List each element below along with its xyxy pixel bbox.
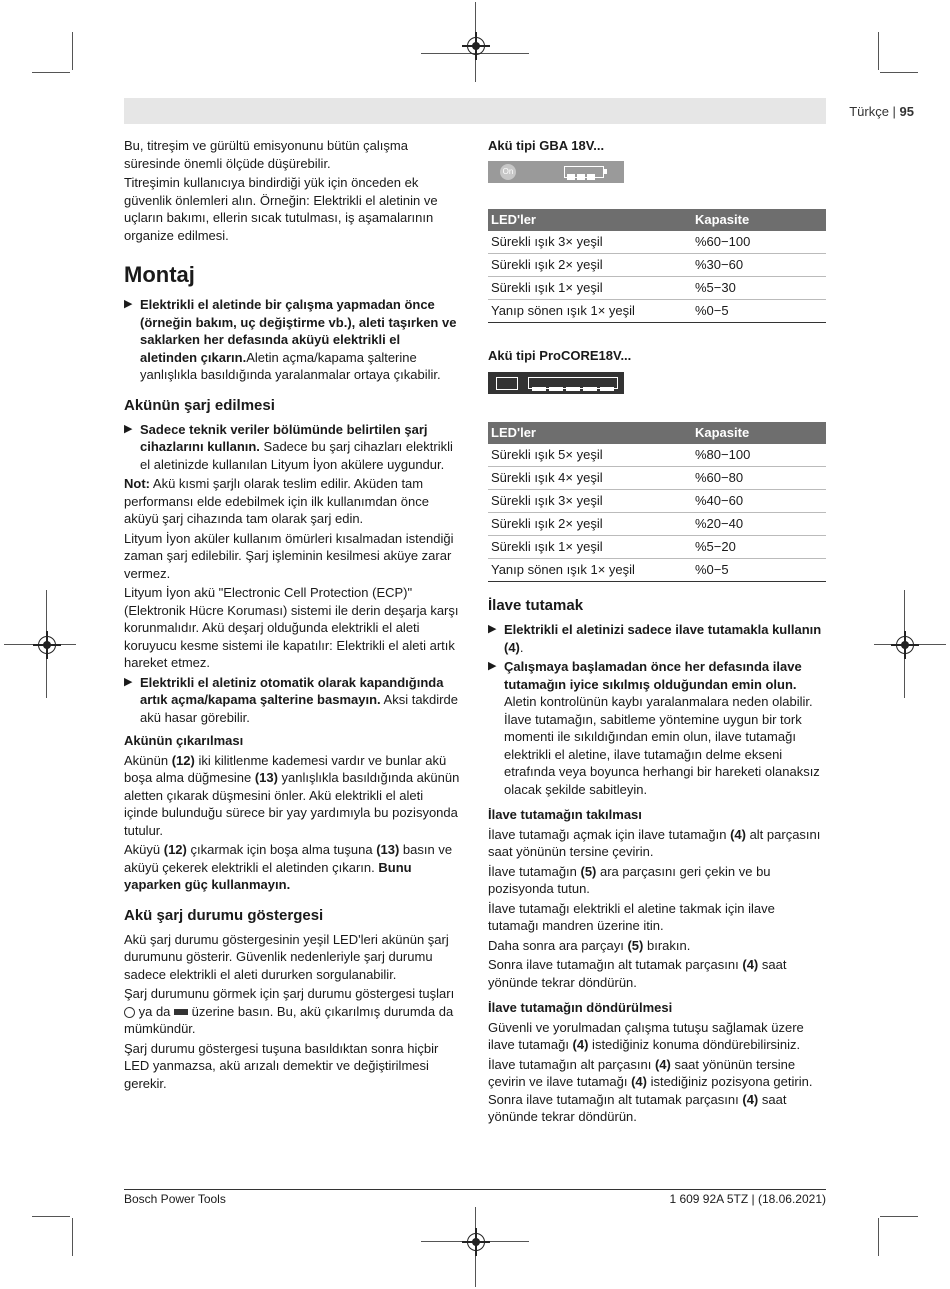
bullet-text: Aletin kontrolünün kaybı yaralanmalara neden olabilir. İlave tutamağın, sabitleme yöntemine uygun bir tork momenti ile sıkıldığından emin olun, ilave tutamağı elektrikli el aletine, ilave tutamağın delme ekseni etrafında veya boyunca herhangi bir hareketi olanaksız olacak şekilde sabitleyin. — [504, 694, 820, 797]
table-cell: %80−100 — [692, 444, 826, 467]
table-row — [488, 467, 826, 490]
column-header: Kapasite — [692, 209, 826, 231]
bullet-triangle-icon: ▶ — [124, 298, 133, 310]
table-cell: Sürekli ışık 2× yeşil — [488, 253, 692, 276]
header-band — [124, 98, 826, 124]
reference-number: (4) — [572, 1037, 589, 1052]
reference-number: (4) — [742, 957, 759, 972]
led-bar-icon — [528, 377, 618, 389]
procore-battery-indicator-illustration — [488, 372, 624, 394]
reference-number: (12) — [163, 842, 187, 857]
text: Aküyü — [124, 842, 164, 857]
table-cell: Sürekli ışık 4× yeşil — [488, 467, 692, 490]
subheading-mounting: İlave tutamağın takılması — [488, 807, 642, 822]
crop-mark — [32, 72, 70, 73]
right-column — [488, 137, 826, 1128]
table-cell: %0−5 — [692, 559, 826, 582]
reference-number: (4) — [730, 826, 746, 842]
table-row — [488, 299, 826, 322]
gba-battery-indicator-illustration — [488, 161, 624, 183]
bullet-triangle-icon: ▶ — [488, 623, 497, 635]
crop-mark — [880, 1216, 918, 1217]
table-header-row — [488, 209, 826, 231]
table-cell: Sürekli ışık 5× yeşil — [488, 444, 692, 467]
text: Akünün — [124, 752, 172, 768]
text: İlave tutamağı açmak için ilave tutamağın — [488, 826, 731, 842]
crop-mark — [878, 32, 879, 70]
crop-mark — [72, 32, 73, 70]
bullet-bold-text: Çalışmaya başlamadan önce her defasında ilave tutamağın iyice sıkılmış olduğundan emin olun. — [504, 659, 802, 692]
paragraph: Akü şarj durumu göstergesinin yeşil LED'leri akünün şarj durumunu gösterir. Güvenlik nedenleriyle şarj durumu sadece elektrikli el aleti dururken sorgulanabilir. — [124, 931, 449, 982]
gba-capacity-table — [488, 209, 826, 323]
text: İlave tutamağın — [488, 863, 581, 879]
registration-mark-icon — [896, 636, 914, 654]
paragraph: Bu, titreşim ve gürültü emisyonunu bütün çalışma süresinde önemli ölçüde düşürebilir. — [124, 138, 408, 171]
header-language: Türkçe — [849, 104, 889, 119]
text: yanlışlıkla basıldığında akünün aletten çıkarak düşmesini önler. Akü elektrikli el aleti içinde bulunduğu sürece bir yay yardımıyla bu pozisyonda tutulur. — [124, 770, 460, 838]
column-header: LED'ler — [488, 422, 692, 444]
battery-icon — [564, 166, 604, 178]
paragraph — [488, 937, 826, 955]
warning-bullet — [488, 658, 826, 798]
footer-rule — [124, 1189, 826, 1190]
bullet-bold-text: Elektrikli el aletinde bir çalışma yapmadan önce (örneğin bakım, uç değiştirme vb.), aleti taşırken ve saklarken her defasında aküyü elektrikli el aletinden çıkarın. — [140, 297, 457, 365]
section-heading-indicator: Akü şarj durumu göstergesi — [124, 906, 324, 924]
text: basın ve aküyü çekerek elektrikli el aletinden çıkarın. — [124, 842, 453, 875]
battery-icon — [496, 377, 518, 390]
text: Daha sonra ara parçayı — [488, 937, 628, 953]
on-button-icon — [124, 1007, 135, 1018]
procore-capacity-table — [488, 422, 826, 582]
battery-icon — [174, 1009, 188, 1015]
table-cell: %60−80 — [692, 467, 826, 490]
procore-battery-title: Akü tipi ProCORE18V... — [488, 347, 632, 363]
table-header-row — [488, 422, 826, 444]
text: Şarj durumunu görmek için şarj durumu göstergesi tuşları — [124, 986, 455, 1001]
table-cell: Sürekli ışık 1× yeşil — [488, 276, 692, 299]
gba-battery-title: Akü tipi GBA 18V... — [488, 138, 605, 153]
bullet-triangle-icon: ▶ — [488, 660, 497, 672]
paragraph: Şarj durumu göstergesi tuşuna basıldıktan sonra hiçbir LED yanmazsa, akü arızalı demektir ve değiştirilmesi gerekir. — [124, 1040, 439, 1091]
text: Sonra ilave tutamağın alt tutamak parçasını — [488, 957, 743, 972]
bullet-bold-text: Sadece teknik veriler bölümünde belirtilen şarj cihazlarını kullanın. — [140, 421, 428, 454]
registration-mark-icon — [467, 1233, 485, 1251]
text: üzerine basın. Bu, akü çıkarılmış durumda da mümkündür. — [124, 1003, 454, 1036]
reference-number: (12) — [171, 752, 195, 768]
warning-bullet — [124, 421, 460, 474]
table-cell: Sürekli ışık 3× yeşil — [488, 490, 692, 513]
crop-mark — [880, 72, 918, 73]
note-paragraph — [124, 475, 460, 528]
reference-number: (4) — [654, 1056, 671, 1072]
reference-number: (13) — [376, 842, 400, 857]
paragraph — [488, 863, 826, 898]
paragraph — [488, 826, 826, 861]
paragraph — [488, 1056, 826, 1126]
table-cell: %30−60 — [692, 253, 826, 276]
crop-mark — [72, 1218, 73, 1256]
text: bırakın. — [643, 937, 691, 953]
table-row — [488, 276, 826, 299]
footer-doc-id: 1 609 92A 5TZ | (18.06.2021) — [669, 1192, 826, 1206]
subheading-removal: Akünün çıkarılması — [124, 733, 244, 748]
text: Güvenli ve yorulmadan çalışma tutuşu sağlamak üzere ilave tutamağı — [488, 1019, 804, 1052]
column-header: Kapasite — [692, 422, 826, 444]
warning-bullet — [124, 674, 460, 727]
text: saat yönünün tersine çevirin ve ilave tutamağı — [488, 1056, 796, 1089]
bullet-bold-text: Elektrikli el aletinizi sadece ilave tutamakla kullanın (4) — [504, 622, 822, 655]
page-number: 95 — [899, 104, 914, 119]
footer-brand: Bosch Power Tools — [124, 1192, 226, 1206]
table-row — [488, 536, 826, 559]
table-cell: %60−100 — [692, 231, 826, 254]
reference-number: (5) — [627, 937, 644, 953]
reference-number: (4) — [631, 1074, 647, 1089]
registration-mark-icon — [38, 636, 56, 654]
table-row — [488, 444, 826, 467]
subheading-rotating: İlave tutamağın döndürülmesi — [488, 1000, 673, 1015]
paragraph: İlave tutamağı elektrikli el aletine takmak için ilave tutamağı mandren üzerine itin. — [488, 900, 775, 933]
section-heading-charging: Akünün şarj edilmesi — [124, 396, 275, 414]
bold-warning: Bunu yaparken güç kullanmayın. — [124, 859, 412, 892]
paragraph — [488, 956, 826, 991]
paragraph: Lityum İyon akü "Electronic Cell Protection (ECP)" (Elektronik Hücre Koruması) sistemi ile derin deşarja karşı korunmalıdır. Akü deşarj olduğunda elektrikli el aleti koruyucu kesme sistemi ile kapatılır: Elektrikli el aleti artık hareket etmez. — [124, 585, 459, 670]
text: çıkarmak için boşa alma tuşuna — [186, 842, 377, 857]
page-header: Türkçe | 95 — [849, 104, 914, 119]
bullet-triangle-icon: ▶ — [124, 675, 133, 688]
text: istediğiniz konuma döndürebilirsiniz. — [588, 1037, 801, 1052]
table-row — [488, 513, 826, 536]
bullet-bold-text: Elektrikli el aletiniz otomatik olarak kapandığında artık açma/kapama şalterine basmayın. — [140, 674, 444, 707]
table-cell: Yanıp sönen ışık 1× yeşil — [488, 559, 692, 582]
table-cell: Sürekli ışık 2× yeşil — [488, 513, 692, 536]
text: ara parçasını geri çekin ve bu pozisyonda tutun. — [488, 863, 771, 896]
table-cell: Sürekli ışık 3× yeşil — [488, 231, 692, 254]
bullet-text: Sadece bu şarj cihazları elektrikli el aletinizde kullanılan Lityum İyon akülere uygundur. — [140, 439, 453, 472]
section-heading-handle: İlave tutamak — [488, 597, 584, 614]
paragraph — [488, 1019, 826, 1054]
battery-tip — [604, 169, 607, 174]
table-row — [488, 559, 826, 582]
left-column — [124, 137, 460, 1094]
text: alt parçasını saat yönünün tersine çevirin. — [488, 826, 821, 859]
text: istediğiniz pozisyona getirin. Sonra ilave tutamağın alt tutamak parçasını — [488, 1074, 813, 1107]
warning-bullet — [488, 621, 826, 656]
column-header: LED'ler — [488, 209, 692, 231]
table-row — [488, 253, 826, 276]
registration-mark-icon — [467, 37, 485, 55]
paragraph — [124, 841, 460, 894]
bullet-text: . — [519, 639, 524, 655]
text: saat yönünde tekrar döndürün. — [488, 957, 787, 990]
paragraph — [124, 985, 460, 1038]
paragraph: Titreşimin kullanıcıya bindirdiği yük için önceden ek güvenlik önlemleri alın. Örneğin: Elektrikli el aletinin ve uçların bakımı, ellerin sıcak tutulması, iş aşamalarının organize edilmesi. — [124, 175, 438, 243]
text: iki kilitlenme kademesi vardır ve bunlar akü boşa alma düğmesine — [124, 752, 447, 785]
paragraph — [124, 752, 460, 840]
text: saat yönünde tekrar döndürün. — [488, 1091, 787, 1124]
table-cell: %40−60 — [692, 490, 826, 513]
table-cell: %0−5 — [692, 299, 826, 322]
bullet-triangle-icon: ▶ — [124, 422, 133, 435]
warning-bullet — [124, 296, 460, 384]
table-cell: Yanıp sönen ışık 1× yeşil — [488, 299, 692, 322]
crop-mark — [878, 1218, 879, 1256]
text: İlave tutamağın alt parçasını — [488, 1056, 655, 1072]
table-cell: %5−30 — [692, 276, 826, 299]
table-cell: %20−40 — [692, 513, 826, 536]
crop-mark — [32, 1216, 70, 1217]
on-button-icon: On — [500, 164, 516, 180]
reference-number: (5) — [580, 863, 597, 879]
reference-number: (13) — [254, 770, 278, 785]
paragraph: Lityum İyon aküler kullanım ömürleri kısalmadan istendiği zaman şarj edilebilir. Şarj işleminin kesilmesi aküye zarar vermez. — [124, 530, 454, 581]
section-heading-montaj: Montaj — [124, 262, 195, 287]
bullet-text: Aksi takdirde akü hasar görebilir. — [140, 692, 458, 725]
note-text: Akü kısmi şarjlı olarak teslim edilir. Aküden tam performansı elde edebilmek için ilk kullanımdan önce aküyü şarj cihazında tam olarak şarj edin. — [124, 476, 429, 526]
table-row — [488, 231, 826, 254]
note-label: Not: — [124, 476, 150, 491]
table-row — [488, 490, 826, 513]
text: ya da — [135, 1003, 175, 1019]
table-cell: Sürekli ışık 1× yeşil — [488, 536, 692, 559]
bullet-text: Aletin açma/kapama şalterine yanlışlıkla basıldığında yaralanmalar ortaya çıkabilir. — [140, 349, 441, 382]
reference-number: (4) — [742, 1091, 759, 1107]
table-cell: %5−20 — [692, 536, 826, 559]
